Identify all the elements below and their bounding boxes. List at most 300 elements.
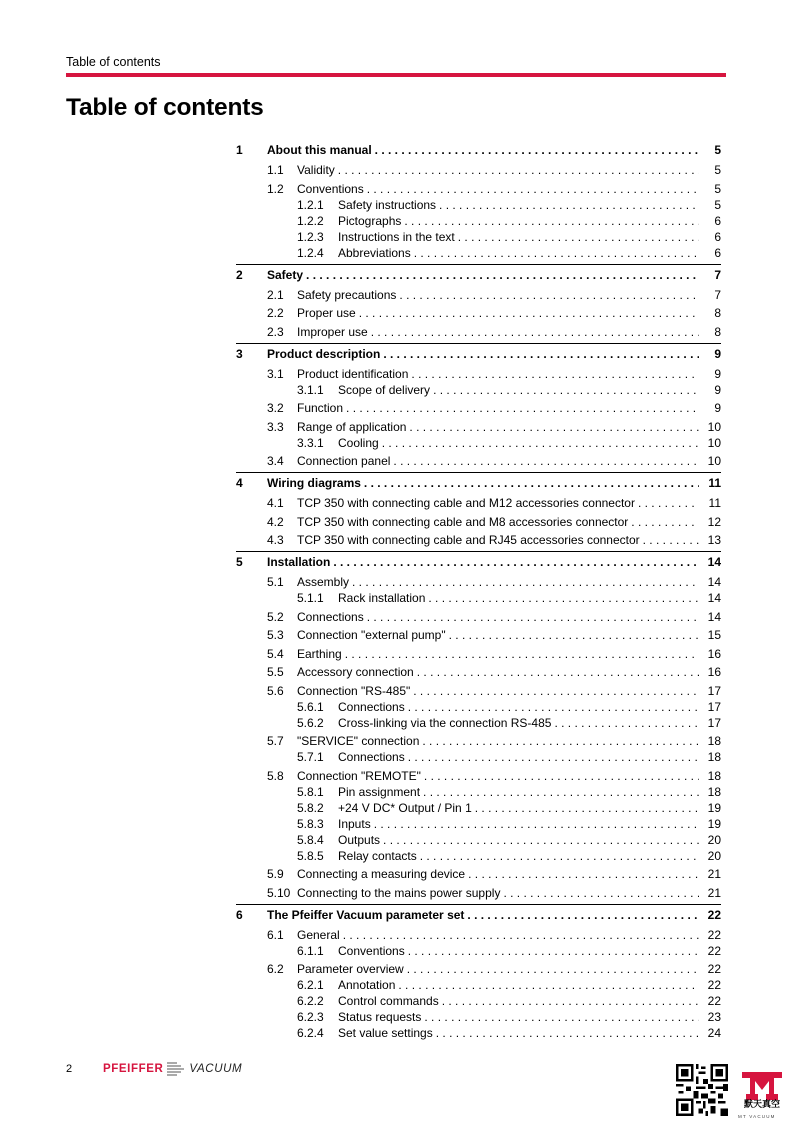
toc-entry[interactable]: [236, 198, 721, 213]
toc-entry-leader: [297, 420, 699, 435]
toc-entry-leader: [338, 383, 699, 398]
toc-dot-leader: [428, 591, 699, 606]
toc-dot-leader: [433, 383, 699, 398]
logo-brand-right: VACUUM: [189, 1063, 243, 1075]
toc-entry-title: Rack installation: [338, 591, 426, 605]
chapter-divider: [236, 472, 721, 473]
toc-entry-number: 1.2.1: [297, 197, 324, 212]
toc-entry-number: 6.1.1: [297, 943, 324, 958]
toc-dot-leader: [420, 849, 699, 864]
toc-entry-page: 22: [707, 978, 721, 992]
toc-entry-leader: [338, 1010, 699, 1025]
toc-dot-leader: [424, 769, 699, 784]
toc-entry-leader: [267, 555, 699, 570]
toc-entry[interactable]: [236, 908, 721, 923]
toc-entry[interactable]: [236, 684, 721, 699]
toc-entry-number: 4.1: [267, 496, 284, 510]
toc-entry-leader: [297, 163, 699, 178]
toc-entry[interactable]: [236, 700, 721, 715]
toc-entry-leader: [338, 994, 699, 1009]
toc-entry-number: 5.1: [267, 575, 284, 589]
toc-entry-leader: [297, 610, 699, 625]
toc-entry-leader: [338, 849, 699, 864]
toc-entry[interactable]: [236, 665, 721, 680]
toc-dot-leader: [346, 401, 699, 416]
toc-entry[interactable]: [236, 230, 721, 245]
toc-entry[interactable]: [236, 163, 721, 178]
toc-entry-number: 1.2: [267, 181, 284, 196]
toc-entry-page: 22: [707, 943, 721, 958]
toc-entry-number: 1.2.2: [297, 213, 324, 228]
toc-entry-title: Pin assignment: [338, 784, 421, 799]
toc-entry-title: Cross-linking via the connection RS-485: [338, 715, 552, 730]
toc-dot-leader: [359, 306, 699, 321]
toc-entry[interactable]: [236, 944, 721, 959]
toc-entry-page: 9: [714, 366, 721, 381]
toc-entry[interactable]: [236, 306, 721, 321]
mt-logo-text: 默天真空: [743, 1100, 781, 1110]
toc-entry-page: 5: [714, 197, 721, 212]
toc-entry-page: 9: [714, 401, 721, 415]
toc-dot-leader: [383, 347, 699, 362]
toc-entry-title: Pictographs: [338, 213, 402, 228]
toc-entry[interactable]: [236, 420, 721, 435]
toc-dot-leader: [408, 944, 699, 959]
toc-entry[interactable]: [236, 750, 721, 765]
toc-dot-leader: [442, 994, 699, 1009]
table-of-contents: [236, 0, 721, 1122]
toc-entry[interactable]: [236, 367, 721, 382]
toc-entry[interactable]: [236, 886, 721, 901]
toc-entry-title: Parameter overview: [297, 962, 404, 976]
toc-entry-page: 10: [707, 419, 721, 434]
toc-entry-leader: [297, 769, 699, 784]
toc-entry-leader: [297, 867, 699, 882]
toc-entry-number: 5.5: [267, 665, 284, 679]
chapter-divider: [236, 904, 721, 905]
toc-entry[interactable]: [236, 817, 721, 832]
toc-entry-page: 14: [707, 591, 721, 605]
toc-entry-title: TCP 350 with connecting cable and RJ45 accessories connector: [297, 533, 640, 547]
toc-entry-title: The Pfeiffer Vacuum parameter set: [267, 907, 465, 922]
toc-dot-leader: [367, 182, 699, 197]
toc-entry-leader: [297, 628, 699, 643]
toc-entry-leader: [338, 436, 699, 451]
toc-entry-title: Status requests: [338, 1010, 422, 1024]
toc-entry-number: 1.1: [267, 163, 284, 177]
toc-dot-leader: [367, 610, 699, 625]
toc-dot-leader: [467, 908, 699, 923]
toc-entry-leader: [297, 454, 699, 469]
toc-entry-number: 5.8.4: [297, 832, 324, 847]
toc-entry-number: 6.2.3: [297, 1010, 324, 1024]
toc-entry-page: 5: [714, 143, 721, 157]
toc-entry[interactable]: [236, 575, 721, 590]
mt-vacuum-logo-icon: [736, 1064, 788, 1116]
toc-entry-leader: [338, 591, 699, 606]
toc-entry-number: 6.2.4: [297, 1026, 324, 1040]
toc-entry-leader: [338, 944, 699, 959]
toc-entry-number: 5.8.5: [297, 848, 324, 863]
toc-entry-title: Connecting to the mains power supply: [297, 885, 501, 900]
toc-entry[interactable]: [236, 785, 721, 800]
toc-dot-leader: [638, 496, 699, 511]
toc-dot-leader: [449, 628, 699, 643]
toc-entry-leader: [338, 750, 699, 765]
toc-entry-leader: [267, 476, 699, 491]
toc-entry-page: 6: [714, 229, 721, 244]
toc-entry[interactable]: [236, 849, 721, 864]
toc-entry-leader: [297, 962, 699, 977]
toc-entry-number: 6: [236, 907, 243, 922]
toc-entry-page: 24: [707, 1026, 721, 1040]
toc-entry-title: Product identification: [297, 366, 409, 381]
toc-dot-leader: [413, 684, 699, 699]
toc-entry-page: 11: [708, 476, 721, 490]
toc-entry[interactable]: [236, 401, 721, 416]
toc-entry[interactable]: [236, 496, 721, 511]
toc-entry-page: 14: [707, 609, 721, 624]
toc-entry-title: Earthing: [297, 646, 342, 661]
toc-entry[interactable]: [236, 214, 721, 229]
toc-dot-leader: [503, 886, 699, 901]
toc-entry-number: 5.7.1: [297, 750, 324, 764]
toc-entry-page: 18: [707, 750, 721, 764]
toc-entry[interactable]: [236, 1026, 721, 1041]
toc-entry-title: Validity: [297, 163, 335, 177]
toc-entry-number: 3.1.1: [297, 382, 324, 397]
toc-entry[interactable]: [236, 994, 721, 1009]
toc-entry-number: 3.3.1: [297, 435, 324, 450]
toc-entry-number: 4.3: [267, 533, 284, 547]
toc-entry-leader: [297, 367, 699, 382]
toc-dot-leader: [417, 665, 699, 680]
running-header: Table of contents: [66, 55, 161, 69]
toc-entry-number: 5.7: [267, 734, 284, 748]
toc-dot-leader: [393, 454, 699, 469]
toc-entry-title: General: [297, 927, 340, 942]
toc-entry-leader: [297, 684, 699, 699]
toc-entry-page: 19: [707, 800, 721, 815]
toc-entry-page: 22: [707, 907, 721, 922]
page-title: Table of contents: [66, 94, 264, 121]
toc-entry-number: 5.3: [267, 628, 284, 642]
toc-entry-page: 17: [707, 715, 721, 730]
toc-entry-number: 5.8.2: [297, 800, 324, 815]
toc-entry-leader: [338, 700, 699, 715]
toc-entry-number: 5.6.2: [297, 715, 324, 730]
toc-entry-number: 2.3: [267, 324, 284, 339]
toc-entry-leader: [297, 401, 699, 416]
toc-entry-number: 5.10: [267, 885, 291, 900]
toc-entry-title: Outputs: [338, 832, 381, 847]
toc-entry-leader: [267, 347, 699, 362]
toc-entry-title: "SERVICE" connection: [297, 734, 420, 748]
toc-entry-title: Connection "external pump": [297, 628, 446, 642]
toc-entry[interactable]: [236, 591, 721, 606]
toc-entry-page: 18: [707, 768, 721, 783]
toc-entry[interactable]: [236, 383, 721, 398]
page-number: 2: [66, 1063, 73, 1075]
toc-entry-title: TCP 350 with connecting cable and M8 accessories connector: [297, 514, 629, 529]
toc-entry-title: Instructions in the text: [338, 229, 455, 244]
toc-entry-number: 1: [236, 143, 243, 157]
toc-entry-title: Conventions: [338, 943, 405, 958]
toc-entry[interactable]: [236, 555, 721, 570]
toc-dot-leader: [352, 575, 699, 590]
toc-entry-number: 1.2.4: [297, 245, 324, 260]
toc-entry-title: Connections: [338, 699, 405, 714]
toc-entry-title: Product description: [267, 346, 381, 361]
toc-entry-page: 5: [714, 163, 721, 177]
toc-entry-number: 4: [236, 476, 243, 490]
toc-dot-leader: [414, 246, 699, 261]
toc-entry-leader: [297, 575, 699, 590]
toc-entry-title: Safety: [267, 267, 304, 282]
toc-entry-leader: [338, 716, 699, 731]
toc-entry-leader: [297, 647, 699, 662]
toc-entry-number: 5.8: [267, 768, 284, 783]
toc-entry-page: 7: [714, 287, 721, 302]
toc-dot-leader: [343, 928, 699, 943]
toc-entry[interactable]: [236, 716, 721, 731]
toc-entry-page: 8: [714, 324, 721, 339]
toc-dot-leader: [382, 436, 699, 451]
toc-dot-leader: [404, 214, 699, 229]
toc-entry-number: 6.2: [267, 962, 284, 976]
toc-entry-title: Installation: [267, 555, 331, 569]
toc-entry[interactable]: [236, 734, 721, 749]
toc-entry-leader: [338, 817, 699, 832]
toc-dot-leader: [306, 268, 699, 283]
toc-entry-page: 20: [707, 832, 721, 847]
toc-entry[interactable]: [236, 1010, 721, 1025]
toc-dot-leader: [554, 716, 699, 731]
toc-dot-leader: [383, 833, 699, 848]
toc-entry-leader: [267, 268, 699, 283]
toc-entry-leader: [297, 734, 699, 749]
toc-entry[interactable]: [236, 769, 721, 784]
toc-dot-leader: [422, 734, 699, 749]
toc-entry[interactable]: [236, 347, 721, 362]
toc-entry-title: Safety precautions: [297, 287, 397, 302]
toc-entry-page: 10: [707, 435, 721, 450]
toc-dot-leader: [398, 978, 699, 993]
toc-entry-page: 17: [707, 699, 721, 714]
toc-entry[interactable]: [236, 246, 721, 261]
toc-entry[interactable]: [236, 610, 721, 625]
toc-entry-number: 3.3: [267, 419, 284, 434]
toc-entry-page: 18: [707, 734, 721, 748]
toc-entry-title: Cooling: [338, 435, 379, 450]
toc-entry-page: 10: [707, 454, 721, 468]
toc-dot-leader: [458, 230, 699, 245]
toc-entry[interactable]: [236, 325, 721, 340]
toc-entry-leader: [297, 182, 699, 197]
toc-dot-leader: [643, 533, 699, 548]
toc-entry[interactable]: [236, 476, 721, 491]
toc-entry-page: 15: [707, 628, 721, 642]
toc-entry-leader: [338, 214, 699, 229]
toc-entry-title: Scope of delivery: [338, 382, 431, 397]
toc-entry-title: Accessory connection: [297, 665, 414, 679]
toc-dot-leader: [375, 143, 699, 158]
toc-entry[interactable]: [236, 628, 721, 643]
toc-entry[interactable]: [236, 647, 721, 662]
toc-entry-number: 3.4: [267, 454, 284, 468]
toc-dot-leader: [409, 420, 699, 435]
toc-entry-number: 5.9: [267, 867, 284, 881]
toc-entry-leader: [297, 665, 699, 680]
toc-entry-number: 6.1: [267, 927, 284, 942]
toc-entry[interactable]: [236, 515, 721, 530]
toc-entry-title: Connection panel: [297, 454, 391, 468]
toc-entry[interactable]: [236, 978, 721, 993]
toc-entry-leader: [297, 496, 699, 511]
toc-entry[interactable]: [236, 436, 721, 451]
toc-entry-number: 1.2.3: [297, 229, 324, 244]
toc-entry[interactable]: [236, 182, 721, 197]
toc-entry-title: Set value settings: [338, 1026, 433, 1040]
toc-entry-page: 14: [707, 555, 721, 569]
toc-entry-title: Connecting a measuring device: [297, 867, 466, 881]
toc-entry-page: 22: [707, 927, 721, 942]
toc-entry-leader: [297, 928, 699, 943]
toc-entry[interactable]: [236, 533, 721, 548]
toc-entry-title: Improper use: [297, 324, 368, 339]
toc-dot-leader: [333, 555, 699, 570]
toc-entry-title: Proper use: [297, 306, 356, 320]
toc-entry-title: Annotation: [338, 978, 396, 992]
toc-entry-title: Wiring diagrams: [267, 476, 361, 490]
toc-entry-page: 12: [707, 514, 721, 529]
toc-entry-number: 3.2: [267, 401, 284, 415]
toc-entry[interactable]: [236, 801, 721, 816]
toc-dot-leader: [423, 785, 699, 800]
toc-dot-leader: [408, 700, 699, 715]
toc-entry-number: 5.6.1: [297, 699, 324, 714]
logo-brand-left: PFEIFFER: [103, 1063, 164, 1075]
toc-entry[interactable]: [236, 962, 721, 977]
toc-entry-number: 5.4: [267, 646, 284, 661]
toc-entry-leader: [338, 246, 699, 261]
toc-dot-leader: [399, 288, 699, 303]
toc-dot-leader: [371, 325, 699, 340]
logo-stripes-icon: [167, 1062, 185, 1076]
toc-dot-leader: [436, 1026, 699, 1041]
toc-entry-page: 9: [714, 382, 721, 397]
chapter-divider: [236, 343, 721, 344]
toc-entry-leader: [267, 143, 699, 158]
toc-dot-leader: [475, 801, 699, 816]
toc-entry-title: Relay contacts: [338, 848, 417, 863]
toc-entry[interactable]: [236, 288, 721, 303]
toc-entry-title: Inputs: [338, 816, 371, 831]
mt-logo-subtitle: MT VACUUM: [738, 1114, 776, 1119]
toc-entry-title: Range of application: [297, 419, 407, 434]
toc-entry-leader: [267, 908, 699, 923]
toc-entry-title: About this manual: [267, 143, 372, 157]
toc-entry-page: 6: [714, 245, 721, 260]
toc-entry-title: Function: [297, 401, 344, 415]
toc-entry-page: 14: [707, 575, 721, 589]
toc-dot-leader: [411, 367, 699, 382]
toc-entry-title: +24 V DC* Output / Pin 1: [338, 800, 472, 815]
toc-dot-leader: [374, 817, 699, 832]
toc-entry-leader: [338, 1026, 699, 1041]
toc-entry-number: 5.2: [267, 609, 284, 624]
toc-entry-page: 11: [708, 496, 721, 510]
toc-entry[interactable]: [236, 454, 721, 469]
toc-entry-page: 21: [707, 885, 721, 900]
chapter-divider: [236, 551, 721, 552]
toc-entry-number: 5.8.1: [297, 784, 324, 799]
toc-entry-number: 4.2: [267, 514, 284, 529]
toc-dot-leader: [631, 515, 699, 530]
toc-entry-leader: [297, 325, 699, 340]
toc-entry-leader: [297, 515, 699, 530]
toc-entry-page: 13: [707, 533, 721, 547]
toc-entry-title: Connection "RS-485": [297, 683, 411, 698]
toc-entry-number: 2.2: [267, 306, 284, 320]
toc-entry-leader: [297, 533, 699, 548]
toc-entry-title: Conventions: [297, 181, 364, 196]
toc-dot-leader: [338, 163, 699, 178]
toc-entry-leader: [338, 801, 699, 816]
toc-entry-title: Connections: [338, 750, 405, 764]
toc-entry-title: Assembly: [297, 575, 350, 589]
toc-entry-leader: [297, 886, 699, 901]
toc-entry-number: 5.8.3: [297, 816, 324, 831]
toc-entry-page: 17: [707, 683, 721, 698]
toc-entry-number: 6.2.1: [297, 978, 324, 992]
toc-entry-leader: [338, 198, 699, 213]
toc-entry-leader: [338, 833, 699, 848]
toc-dot-leader: [364, 476, 699, 491]
toc-entry-page: 18: [707, 784, 721, 799]
toc-entry[interactable]: [236, 143, 721, 158]
toc-dot-leader: [424, 1010, 699, 1025]
toc-dot-leader: [468, 867, 699, 882]
toc-entry-number: 2: [236, 267, 243, 282]
toc-entry-number: 5: [236, 555, 243, 569]
toc-entry-page: 22: [707, 962, 721, 976]
toc-entry-leader: [297, 288, 699, 303]
toc-dot-leader: [408, 750, 699, 765]
toc-entry-title: TCP 350 with connecting cable and M12 accessories connector: [297, 496, 635, 510]
toc-entry-number: 5.1.1: [297, 591, 324, 605]
toc-entry-page: 16: [707, 665, 721, 679]
toc-entry[interactable]: [236, 867, 721, 882]
qr-code-icon: [676, 1064, 728, 1116]
toc-dot-leader: [345, 647, 699, 662]
toc-entry[interactable]: [236, 928, 721, 943]
toc-entry-page: 22: [707, 994, 721, 1008]
toc-entry-number: 3.1: [267, 366, 284, 381]
toc-entry-page: 21: [707, 867, 721, 881]
toc-entry[interactable]: [236, 833, 721, 848]
toc-entry-leader: [338, 230, 699, 245]
toc-entry-title: Control commands: [338, 994, 439, 1008]
toc-entry-page: 8: [714, 306, 721, 320]
toc-dot-leader: [439, 198, 699, 213]
toc-entry[interactable]: [236, 268, 721, 283]
toc-entry-page: 20: [707, 848, 721, 863]
toc-entry-number: 2.1: [267, 287, 284, 302]
toc-entry-number: 6.2.2: [297, 994, 324, 1008]
toc-entry-page: 7: [714, 267, 721, 282]
pfeiffer-logo: [103, 1062, 242, 1076]
